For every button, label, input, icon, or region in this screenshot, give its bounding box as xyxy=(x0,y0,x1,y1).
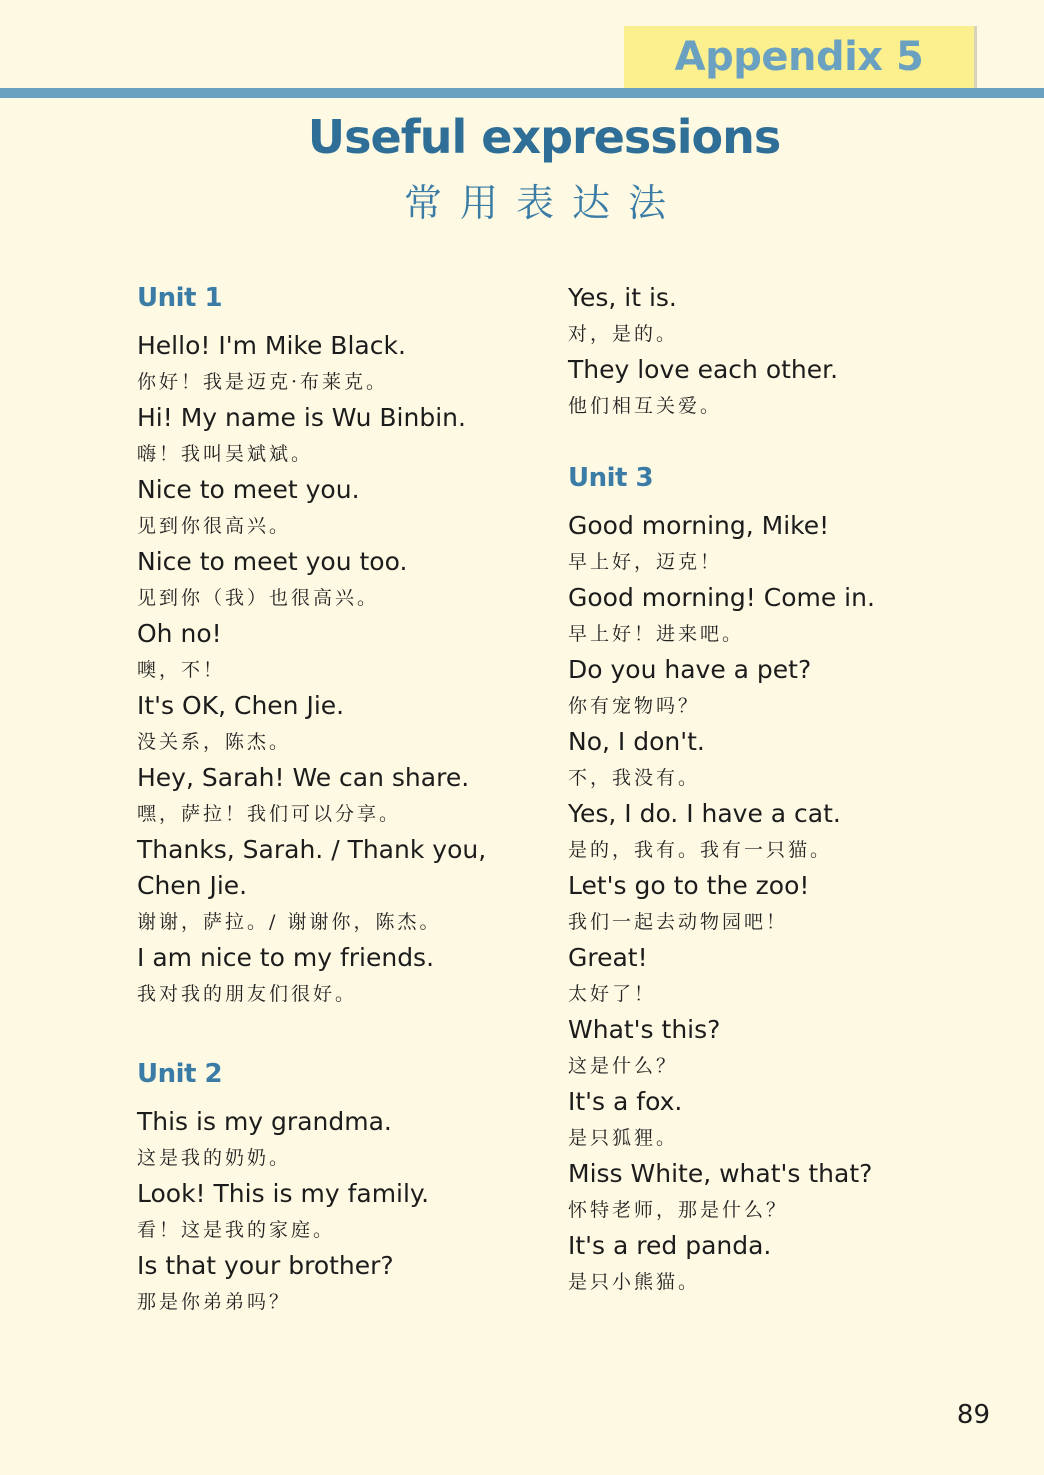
expression-chinese: 是只小熊猫。 xyxy=(568,1271,701,1293)
expression-english: This is my grandma. xyxy=(137,1107,392,1136)
expression-item xyxy=(568,1156,968,1228)
page-title: Useful expressions xyxy=(307,110,781,164)
expression-chinese: 看！这是我的家庭。 xyxy=(137,1219,336,1241)
unit-2-heading: Unit 2 xyxy=(137,1059,223,1089)
unit-3-heading: Unit 3 xyxy=(568,463,654,493)
expression-item xyxy=(568,280,968,352)
expression-english: I am nice to my friends. xyxy=(137,943,435,972)
expression-chinese: 嗨！我叫吴斌斌。 xyxy=(137,443,314,465)
expression-english: Yes, it is. xyxy=(568,283,677,312)
expression-item xyxy=(568,796,968,868)
expression-item xyxy=(568,1228,968,1300)
expression-english: Nice to meet you. xyxy=(137,475,360,504)
expression-chinese: 早上好！进来吧。 xyxy=(568,623,745,645)
page-number: 89 xyxy=(956,1400,990,1430)
expression-item xyxy=(137,328,537,400)
expression-english: Good morning! Come in. xyxy=(568,583,875,612)
expression-chinese: 你有宠物吗？ xyxy=(568,695,701,717)
expression-item xyxy=(568,580,968,652)
expression-english: Great! xyxy=(568,943,648,972)
expression-english: Is that your brother? xyxy=(137,1251,394,1280)
expression-item xyxy=(137,544,537,616)
expression-item xyxy=(137,1104,537,1176)
expression-english: It's a red panda. xyxy=(568,1231,772,1260)
expression-chinese: 我对我的朋友们很好。 xyxy=(137,983,358,1005)
expression-english: Good morning, Mike! xyxy=(568,511,830,540)
expression-english: It's OK, Chen Jie. xyxy=(137,691,345,720)
expression-chinese: 那是你弟弟吗？ xyxy=(137,1291,292,1313)
expression-english: Hello! I'm Mike Black. xyxy=(137,331,406,360)
expression-english: They love each other. xyxy=(568,355,839,384)
expression-item xyxy=(568,868,968,940)
expression-english: Thanks, Sarah. / Thank you, Chen Jie. xyxy=(137,835,487,900)
expression-chinese: 对，是的。 xyxy=(568,323,679,345)
expression-chinese: 早上好，迈克！ xyxy=(568,551,723,573)
expression-item xyxy=(137,1248,537,1320)
expression-chinese: 见到你（我）也很高兴。 xyxy=(137,587,380,609)
expression-item xyxy=(568,724,968,796)
expression-item xyxy=(568,1084,968,1156)
expression-chinese: 是的，我有。我有一只猫。 xyxy=(568,839,833,861)
right-column xyxy=(568,280,968,1300)
expression-english: Hey, Sarah! We can share. xyxy=(137,763,470,792)
expression-chinese: 没关系，陈杰。 xyxy=(137,731,292,753)
expression-chinese: 噢，不！ xyxy=(137,659,226,681)
expression-item xyxy=(137,472,537,544)
expression-chinese: 怀特老师，那是什么？ xyxy=(568,1199,789,1221)
expression-chinese: 是只狐狸。 xyxy=(568,1127,679,1149)
expression-english: Do you have a pet? xyxy=(568,655,812,684)
expression-chinese: 见到你很高兴。 xyxy=(137,515,292,537)
expression-item xyxy=(568,1012,968,1084)
expression-item xyxy=(568,940,968,1012)
unit-1-heading: Unit 1 xyxy=(137,283,223,313)
left-column xyxy=(137,280,537,1320)
expression-english: No, I don't. xyxy=(568,727,705,756)
section-spacer xyxy=(137,1012,537,1056)
expression-chinese: 谢谢，萨拉。/ 谢谢你，陈杰。 xyxy=(137,911,442,933)
section-spacer xyxy=(568,424,968,460)
expression-chinese: 你好！我是迈克·布莱克。 xyxy=(137,371,389,393)
expression-english: Hi! My name is Wu Binbin. xyxy=(137,403,466,432)
expression-item xyxy=(137,688,537,760)
header-rule xyxy=(0,88,1044,98)
expression-chinese: 他们相互关爱。 xyxy=(568,395,723,417)
expression-chinese: 嘿，萨拉！我们可以分享。 xyxy=(137,803,402,825)
expression-chinese: 太好了！ xyxy=(568,983,657,1005)
expression-item xyxy=(568,652,968,724)
expression-item xyxy=(137,940,537,1012)
expression-item xyxy=(568,352,968,424)
expression-chinese: 不，我没有。 xyxy=(568,767,701,789)
expression-item xyxy=(137,400,537,472)
expression-item xyxy=(137,832,537,940)
page-title-chinese: 常用表达法 xyxy=(403,181,684,225)
expression-english: Oh no! xyxy=(137,619,222,648)
expression-chinese: 这是我的奶奶。 xyxy=(137,1147,292,1169)
appendix-tab xyxy=(624,26,974,88)
expression-english: What's this? xyxy=(568,1015,721,1044)
expression-english: It's a fox. xyxy=(568,1087,683,1116)
expression-chinese: 我们一起去动物园吧！ xyxy=(568,911,789,933)
expression-chinese: 这是什么？ xyxy=(568,1055,679,1077)
expression-english: Look! This is my family. xyxy=(137,1179,430,1208)
expression-english: Yes, I do. I have a cat. xyxy=(568,799,841,828)
expression-english: Let's go to the zoo! xyxy=(568,871,810,900)
expression-english: Nice to meet you too. xyxy=(137,547,408,576)
expression-english: Miss White, what's that? xyxy=(568,1159,873,1188)
appendix-label: Appendix 5 xyxy=(674,34,924,80)
expression-item xyxy=(137,760,537,832)
expression-item xyxy=(568,508,968,580)
expression-item xyxy=(137,616,537,688)
expression-item xyxy=(137,1176,537,1248)
